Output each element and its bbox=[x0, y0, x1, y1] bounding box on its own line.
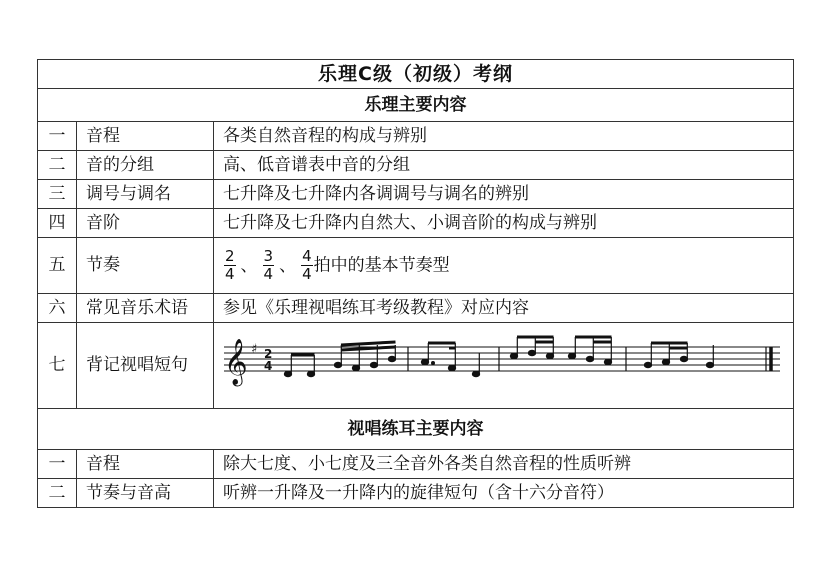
meter-description: 拍中的基本节奏型 bbox=[313, 255, 450, 276]
row-description-meters bbox=[214, 238, 794, 294]
row-number: 三 bbox=[38, 180, 77, 209]
row-topic: 调号与调名 bbox=[77, 180, 214, 209]
table-row bbox=[38, 180, 794, 209]
time-signature-4-4: $\frac{4}{4}$ bbox=[302, 247, 312, 283]
row-topic: 节奏 bbox=[77, 238, 214, 294]
row-description: 各类自然音程的构成与辨别 bbox=[214, 122, 794, 151]
row-topic: 常见音乐术语 bbox=[77, 294, 214, 323]
row-topic: 音程 bbox=[77, 122, 214, 151]
row-topic: 音阶 bbox=[77, 209, 214, 238]
table-row bbox=[38, 209, 794, 238]
syllabus-table bbox=[37, 59, 794, 508]
table-row bbox=[38, 450, 794, 479]
separator: 、 bbox=[240, 255, 258, 276]
row-number: 一 bbox=[38, 450, 77, 479]
music-notation-cell bbox=[214, 323, 794, 409]
time-sig-bottom: 4 bbox=[264, 358, 273, 373]
row-description: 高、低音谱表中音的分组 bbox=[214, 151, 794, 180]
row-description: 听辨一升降及一升降内的旋律短句（含十六分音符） bbox=[214, 479, 794, 508]
row-topic: 音的分组 bbox=[77, 151, 214, 180]
row-description: 除大七度、小七度及三全音外各类自然音程的性质听辨 bbox=[214, 450, 794, 479]
treble-clef-icon: 𝄞 bbox=[224, 338, 248, 385]
section-heading-solfege: 视唱练耳主要内容 bbox=[38, 409, 794, 450]
table-row bbox=[38, 479, 794, 508]
row-topic: 音程 bbox=[77, 450, 214, 479]
table-row bbox=[38, 294, 794, 323]
table-row bbox=[38, 122, 794, 151]
row-number: 六 bbox=[38, 294, 77, 323]
sharp-icon: ♯ bbox=[251, 341, 258, 357]
time-signature-2-4: $\frac{2}{4}$ bbox=[225, 247, 235, 283]
row-number: 四 bbox=[38, 209, 77, 238]
time-sig-top: 2 bbox=[264, 346, 273, 361]
table-row bbox=[38, 323, 794, 409]
table-row bbox=[38, 238, 794, 294]
row-description: 参见《乐理视唱练耳考级教程》对应内容 bbox=[214, 294, 794, 323]
table-row bbox=[38, 151, 794, 180]
row-number: 二 bbox=[38, 151, 77, 180]
row-number: 一 bbox=[38, 122, 77, 151]
music-staff-notation-icon bbox=[218, 329, 786, 399]
row-number: 七 bbox=[38, 323, 77, 409]
time-signature-3-4: $\frac{3}{4}$ bbox=[263, 247, 274, 283]
row-description: 七升降及七升降内自然大、小调音阶的构成与辨别 bbox=[214, 209, 794, 238]
section-heading-theory: 乐理主要内容 bbox=[38, 89, 794, 122]
row-number: 五 bbox=[38, 238, 77, 294]
separator: 、 bbox=[279, 255, 297, 276]
page-title: 乐理C级（初级）考纲 bbox=[38, 60, 794, 89]
row-topic: 背记视唱短句 bbox=[77, 323, 214, 409]
row-topic: 节奏与音高 bbox=[77, 479, 214, 508]
row-number: 二 bbox=[38, 479, 77, 508]
row-description: 七升降及七升降内各调调号与调名的辨别 bbox=[214, 180, 794, 209]
